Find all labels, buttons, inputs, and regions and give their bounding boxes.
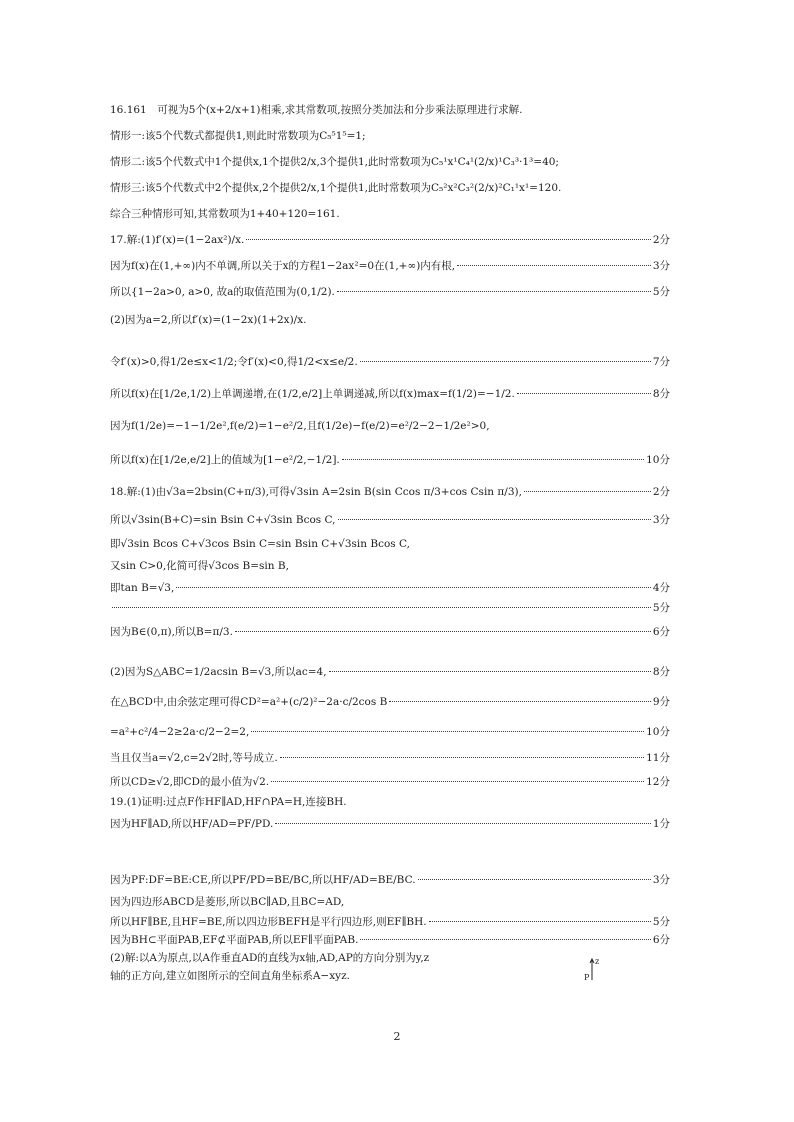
text-line [110,312,670,327]
line-text: (2)因为a=2,所以f′(x)=(1−2x)(1+2x)/x. [110,314,307,326]
line-text: (2)解:以A为原点,以A作垂直AD的直线为x轴,AD,AP的方向分别为y,z [110,952,430,964]
dot-leader [338,519,651,520]
dot-leader [517,393,651,394]
dot-leader [457,265,651,266]
score-mark: 11分 [646,752,670,764]
score-mark: 8分 [652,666,670,678]
score-mark: 3分 [652,874,670,886]
line-text: 因为BH⊂平面PAB,EF⊄平面PAB,所以EF∥平面PAB. [110,934,359,946]
line-text: 因为f(x)在(1,+∞)内不单调,所以关于x的方程1−2ax²=0在(1,+∞)内有根, [110,260,456,272]
line-text: 轴的正方向,建立如图所示的空间直角坐标系A−xyz. [110,970,350,982]
line-text: 所以HF∥BE,且HF=BE,所以四边形BEFH是平行四边形,则EF∥BH. [110,916,427,928]
text-line [110,154,670,169]
score-mark: 5分 [652,602,670,614]
line-text: 因为HF∥AD,所以HF/AD=PF/PD. [110,818,274,830]
text-line [110,894,670,909]
text-line [110,624,670,639]
text-line [110,180,670,195]
text-line [110,102,670,117]
text-line [110,452,670,467]
text-line [110,750,670,765]
score-mark: 12分 [646,776,670,788]
line-text: 16.161 可视为5个(x+2/x+1)相乘,求其常数项,按照分类加法和分步乘法原理进行求解. [110,104,523,116]
text-line [110,774,670,789]
dot-leader [275,823,650,824]
line-text: 因为PF:DF=BE:CE,所以PF/PD=BE/BC,所以HF/AD=BE/BC. [110,874,416,886]
dot-leader [342,459,644,460]
line-text: =a²+c²/4−2≥2a·c/2−2=2, [110,726,250,738]
text-line [110,794,670,809]
line-text: 综合三种情形可知,其常数项为1+40+120=161. [110,208,340,220]
line-text: 情形一:该5个代数式都提供1,则此时常数项为C₅⁵1⁵=1; [110,130,366,142]
line-text: 所以CD≥√2,即CD的最小值为√2. [110,776,270,788]
text-line [110,600,670,615]
dot-leader [389,701,650,702]
line-text: 情形三:该5个代数式中2个提供x,2个提供2/x,1个提供1,此时常数项为C₅²x²C₃²(2/x)²C₁¹x¹=120. [110,182,562,194]
score-mark: 3分 [652,260,670,272]
dot-leader [271,781,644,782]
dot-leader [176,587,651,588]
line-text: 18.解:(1)由√3a=2bsin(C+π/3),可得√3sin A=2sin B(sin Ccos π/3+cos Csin π/3), [110,486,522,498]
score-mark: 1分 [652,818,670,830]
line-text: 当且仅当a=√2,c=2√2时,等号成立. [110,752,278,764]
text-line [110,258,670,273]
line-text: 令f′(x)>0,得1/2e≤x<1/2;令f′(x)<0,得1/2<x≤e/2. [110,356,358,368]
line-text: 所以{1−2a>0, a>0, 故a的取值范围为(0,1/2). [110,286,335,298]
text-line [110,284,670,299]
z-axis-icon [584,956,608,982]
line-text: 因为f(1/2e)=−1−1/2e²,f(e/2)=1−e²/2,且f(1/2e)−f(e/2)=e²/2−2−1/2e²>0, [110,420,490,432]
line-text: 因为四边形ABCD是菱形,所以BC∥AD,且BC=AD, [110,896,345,908]
line-text: 情形二:该5个代数式中1个提供x,1个提供2/x,3个提供1,此时常数项为C₅¹x¹C₄¹(2/x)¹C₃³·1³=40; [110,156,559,168]
dot-leader [337,291,651,292]
solution-text [110,90,680,990]
line-text: 所以f(x)在[1/2e,1/2)上单调递增,在(1/2,e/2]上单调递减,所以f(x)max=f(1/2)=−1/2. [110,388,515,400]
text-line [110,664,670,679]
text-line [110,418,670,433]
score-mark: 2分 [652,234,670,246]
dot-leader [112,607,651,608]
dot-leader [246,239,650,240]
dot-leader [360,361,651,362]
line-text: (2)因为S△ABC=1/2acsin B=√3,所以ac=4, [110,666,327,678]
text-line [110,724,670,739]
score-mark: 10分 [646,454,670,466]
line-text: 即√3sin Bcos C+√3cos Bsin C=sin Bsin C+√3sin Bcos C, [110,538,410,550]
dot-leader [524,491,651,492]
text-line [110,872,670,887]
score-mark: 6分 [652,934,670,946]
dot-leader [429,921,651,922]
text-line [110,512,670,527]
score-mark: 3分 [652,514,670,526]
line-text: 所以√3sin(B+C)=sin Bsin C+√3sin Bcos C, [110,514,336,526]
dot-leader [235,631,651,632]
dot-leader [418,879,651,880]
line-text: 在△BCD中,由余弦定理可得CD²=a²+(c/2)²−2a·c/2cos B [110,696,388,708]
text-line [110,484,670,499]
coordinate-axis-figure [584,956,608,982]
score-mark: 10分 [646,726,670,738]
page-number: 2 [393,1030,401,1043]
dot-leader [251,731,644,732]
line-text: 又sin C>0,化简可得√3cos B=sin B, [110,560,289,572]
line-text: 即tan B=√3, [110,582,175,594]
dot-leader [329,671,651,672]
point-p-label: P [584,973,590,982]
text-line [110,386,670,401]
score-mark: 7分 [652,356,670,368]
text-line [110,232,670,247]
score-mark: 8分 [652,388,670,400]
score-mark: 2分 [652,486,670,498]
text-line [110,914,670,929]
text-line [110,128,670,143]
score-mark: 6分 [652,626,670,638]
text-line [110,580,670,595]
dot-leader [280,757,644,758]
text-line [110,694,670,709]
text-line [110,558,670,573]
score-mark: 4分 [652,582,670,594]
text-line [110,206,670,221]
dot-leader [360,939,650,940]
score-mark: 5分 [652,916,670,928]
z-axis-label: z [595,957,600,966]
score-mark: 9分 [652,696,670,708]
line-text: 因为B∈(0,π),所以B=π/3. [110,626,233,638]
line-text: 所以f(x)在[1/2e,e/2]上的值域为[1−e²/2,−1/2]. [110,454,340,466]
line-text: 17.解:(1)f′(x)=(1−2ax²)/x. [110,234,245,246]
text-line [110,536,670,551]
text-line [110,354,670,369]
score-mark: 5分 [652,286,670,298]
text-line [110,932,670,947]
line-text: 19.(1)证明:过点F作HF∥AD,HF∩PA=H,连接BH. [110,796,347,808]
text-line [110,816,670,831]
